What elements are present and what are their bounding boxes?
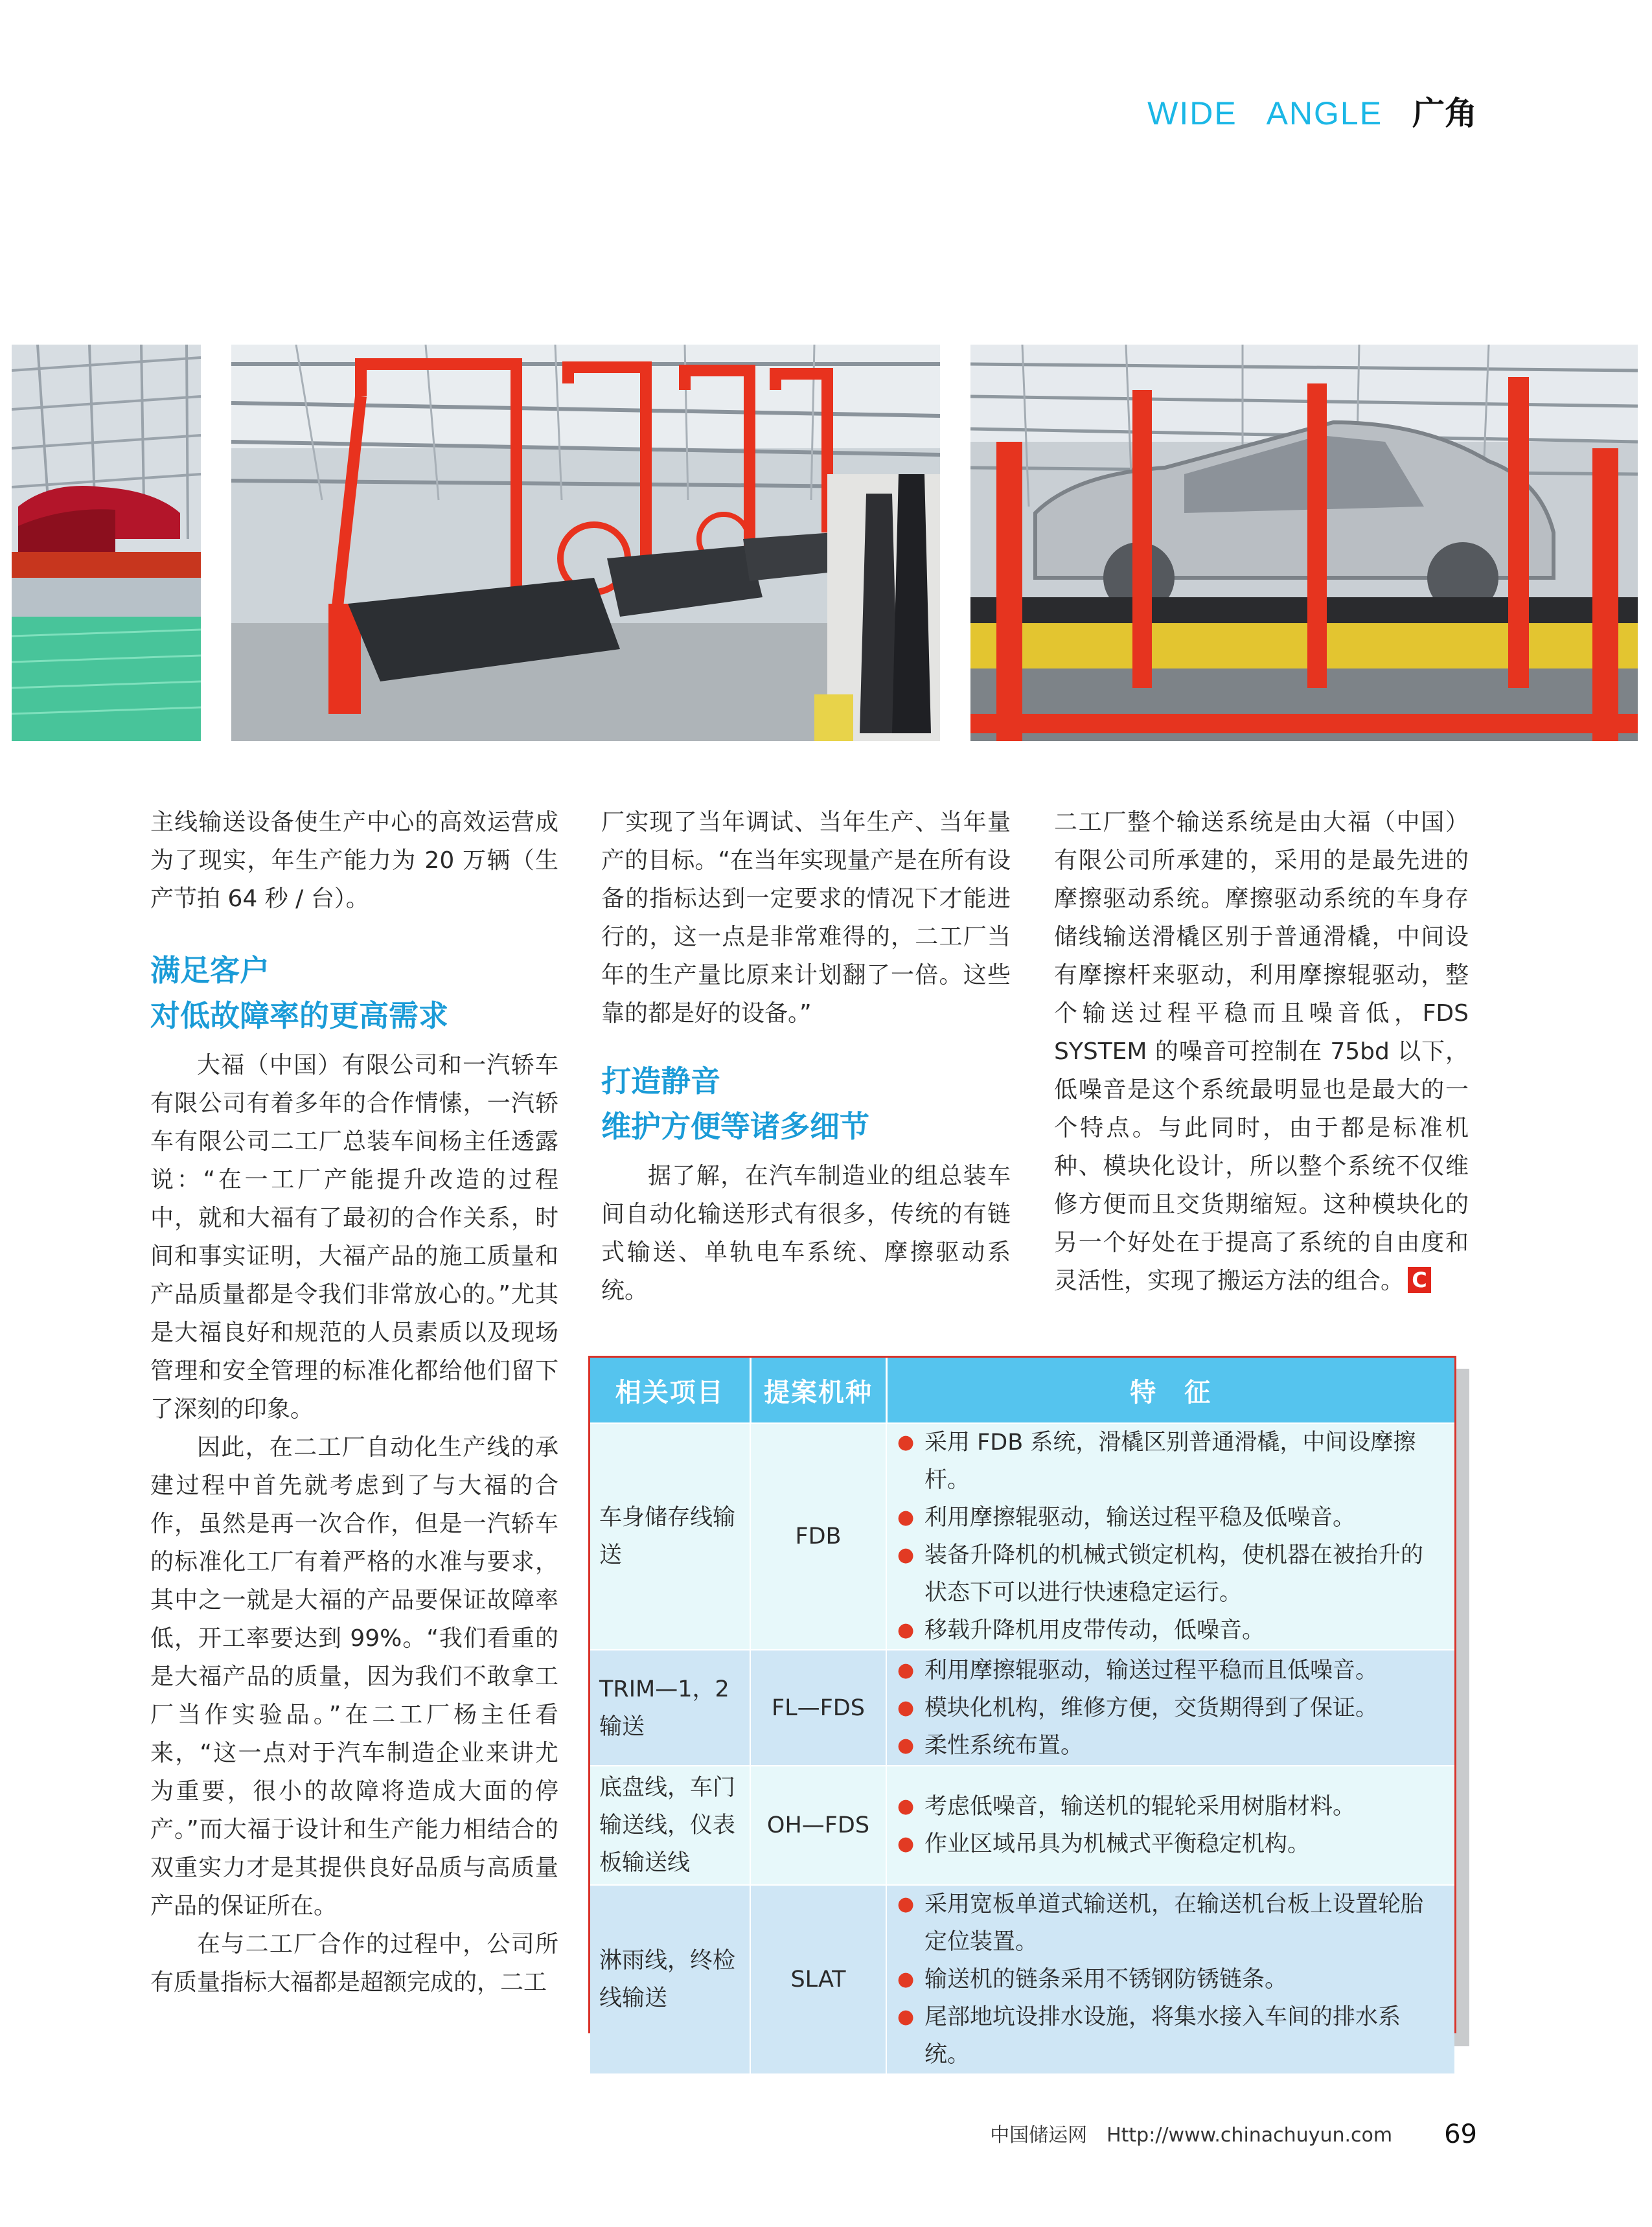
- article-column-2: [601, 803, 1011, 1310]
- list-item: ● 输送机的链条采用不锈钢防锈链条。: [896, 1961, 1445, 1998]
- table-row: TRIM—1，2 输送 FL—FDS ● 利用摩擦辊驱动，输送过程平稳而且低噪音。 ● 模块化机构，维修方便，交货期得到了保证。 ● 柔性系统布置。: [590, 1650, 1454, 1766]
- photo-car-body-in-white: [970, 345, 1638, 741]
- list-item: ● 尾部地坑设排水设施，将集水接入车间的排水系统。: [896, 1998, 1445, 2073]
- paragraph: 因此，在二工厂自动化生产线的承建过程中首先就考虑到了与大福的合作，虽然是再一次合作，但是一汽轿车的标准化工厂有着严格的水准与要求，其中之一就是大福的产品要保证故障率低，开工率要达到 99%。“我们看重的是大福产品的质量，因为我们不敢拿工厂当作实验品。”在二工厂杨主任看来，“这一点对于汽车制造企业来讲尤为重要，很小的故障将造成大面的停产。”而大福于设计和生产能力相结合的双重实力才是其提供良好品质与高质量产品的保证所在。: [150, 1434, 558, 1919]
- paragraph: 在与二工厂合作的过程中，公司所有质量指标大福都是超额完成的，二工: [150, 1931, 558, 1996]
- list-item: ● 装备升降机的机械式锁定机构，使机器在被抬升的状态下可以进行快速稳定运行。: [896, 1536, 1445, 1612]
- photo-dashboard-assembly-line: [231, 345, 940, 741]
- paragraph: 主线输送设备使生产中心的高效运营成为了现实，年生产能力为 20 万辆（生产节拍 64 秒 / 台）。: [150, 809, 558, 912]
- page-number: 69: [1444, 2119, 1477, 2149]
- table-row: 底盘线，车门输送线，仪表板输送线 OH—FDS ● 考虑低噪音，输送机的辊轮采用树脂材料。 ● 作业区域吊具为机械式平衡稳定机构。: [590, 1766, 1454, 1885]
- list-item: ● 考虑低噪音，输送机的辊轮采用树脂材料。: [896, 1788, 1445, 1825]
- table-header-features: 特 征: [886, 1358, 1454, 1423]
- table-header-model: 提案机种: [750, 1358, 886, 1423]
- list-item: ● 采用 FDB 系统，滑橇区别普通滑橇，中间设摩擦杆。: [896, 1424, 1445, 1499]
- section-header: [1147, 91, 1477, 136]
- article-column-3: [1054, 803, 1469, 1300]
- list-item: ● 采用宽板单道式输送机，在输送机台板上设置轮胎定位装置。: [896, 1886, 1445, 1961]
- footer-site: 中国储运网 Http://www.chinachuyun.com: [990, 2124, 1393, 2147]
- paragraph: 二工厂整个输送系统是由大福（中国）有限公司所承建的，采用的是最先进的摩擦驱动系统。摩擦驱动系统的车身存储线输送滑橇区别于普通滑橇，中间设有摩擦杆来驱动，利用摩擦辊驱动，整个输送过程平稳而且噪音低，FDS SYSTEM 的噪音可控制在 75bd 以下，低噪音是这个系统最明显也是最大的一个特点。与此同时，由于都是标准机种、模块化设计，所以整个系统不仅维修方便而且交货期缩短。这种模块化的另一个好处在于提高了系统的自由度和灵活性，实现了搬运方法的组合。 C: [1054, 809, 1469, 1294]
- list-item: ● 模块化机构，维修方便，交货期得到了保证。: [896, 1689, 1445, 1727]
- section-title-en: WIDE ANGLE: [1147, 95, 1383, 131]
- table-header-item: 相关项目: [590, 1358, 750, 1423]
- list-item: ● 利用摩擦辊驱动，输送过程平稳而且低噪音。: [896, 1652, 1445, 1689]
- section-title-zh: 广角: [1412, 95, 1477, 132]
- end-mark: C: [1408, 1267, 1431, 1293]
- paragraph: 大福（中国）有限公司和一汽轿车有限公司有着多年的合作情愫，一汽轿车有限公司二工厂总装车间杨主任透露说：“在一工厂产能提升改造的过程中，就和大福有了最初的合作关系，时间和事实证明，大福产品的施工质量和产品质量都是令我们非常放心的。”尤其是大福良好和规范的人员素质以及现场管理和安全管理的标准化都给他们留下了深刻的印象。: [150, 1052, 558, 1422]
- conveyor-spec-table: [588, 1356, 1456, 2068]
- subheading-customer-needs: 满足客户 对低故障率的更高需求: [150, 953, 448, 1033]
- list-item: ● 柔性系统布置。: [896, 1727, 1445, 1764]
- list-item: ● 作业区域吊具为机械式平衡稳定机构。: [896, 1825, 1445, 1863]
- table-row: 淋雨线，终检线输送 SLAT ● 采用宽板单道式输送机，在输送机台板上设置轮胎定位装置。 ● 输送机的链条采用不锈钢防锈链条。 ● 尾部地坑设排水设施，将集水接入车间的排水系统。: [590, 1885, 1454, 2073]
- list-item: ● 利用摩擦辊驱动，输送过程平稳及低噪音。: [896, 1499, 1445, 1536]
- paragraph: 厂实现了当年调试、当年生产、当年量产的目标。“在当年实现量产是在所有设备的指标达到一定要求的情况下才能进行的，这一点是非常难得的，二工厂当年的生产量比原来计划翻了一倍。这些靠的都是好的设备。”: [601, 809, 1011, 1027]
- table-row: 车身储存线输送 FDB ● 采用 FDB 系统，滑橇区别普通滑橇，中间设摩擦杆。 ● 利用摩擦辊驱动，输送过程平稳及低噪音。 ● 装备升降机的机械式锁定机构，使机器在被抬升的状态下可以进行快速稳定运行。 ● 移载升降机用皮带传动，低噪音。: [590, 1423, 1454, 1650]
- page-footer: [990, 2118, 1477, 2152]
- photo-car-bodies-conveyor: [12, 345, 201, 741]
- subheading-quiet-maintenance: 打造静音 维护方便等诸多细节: [601, 1064, 869, 1144]
- article-column-1: [150, 803, 558, 2002]
- paragraph: 据了解，在汽车制造业的组总装车间自动化输送形式有很多，传统的有链式输送、单轨电车系统、摩擦驱动系统。: [601, 1163, 1011, 1304]
- list-item: ● 移载升降机用皮带传动，低噪音。: [896, 1612, 1445, 1649]
